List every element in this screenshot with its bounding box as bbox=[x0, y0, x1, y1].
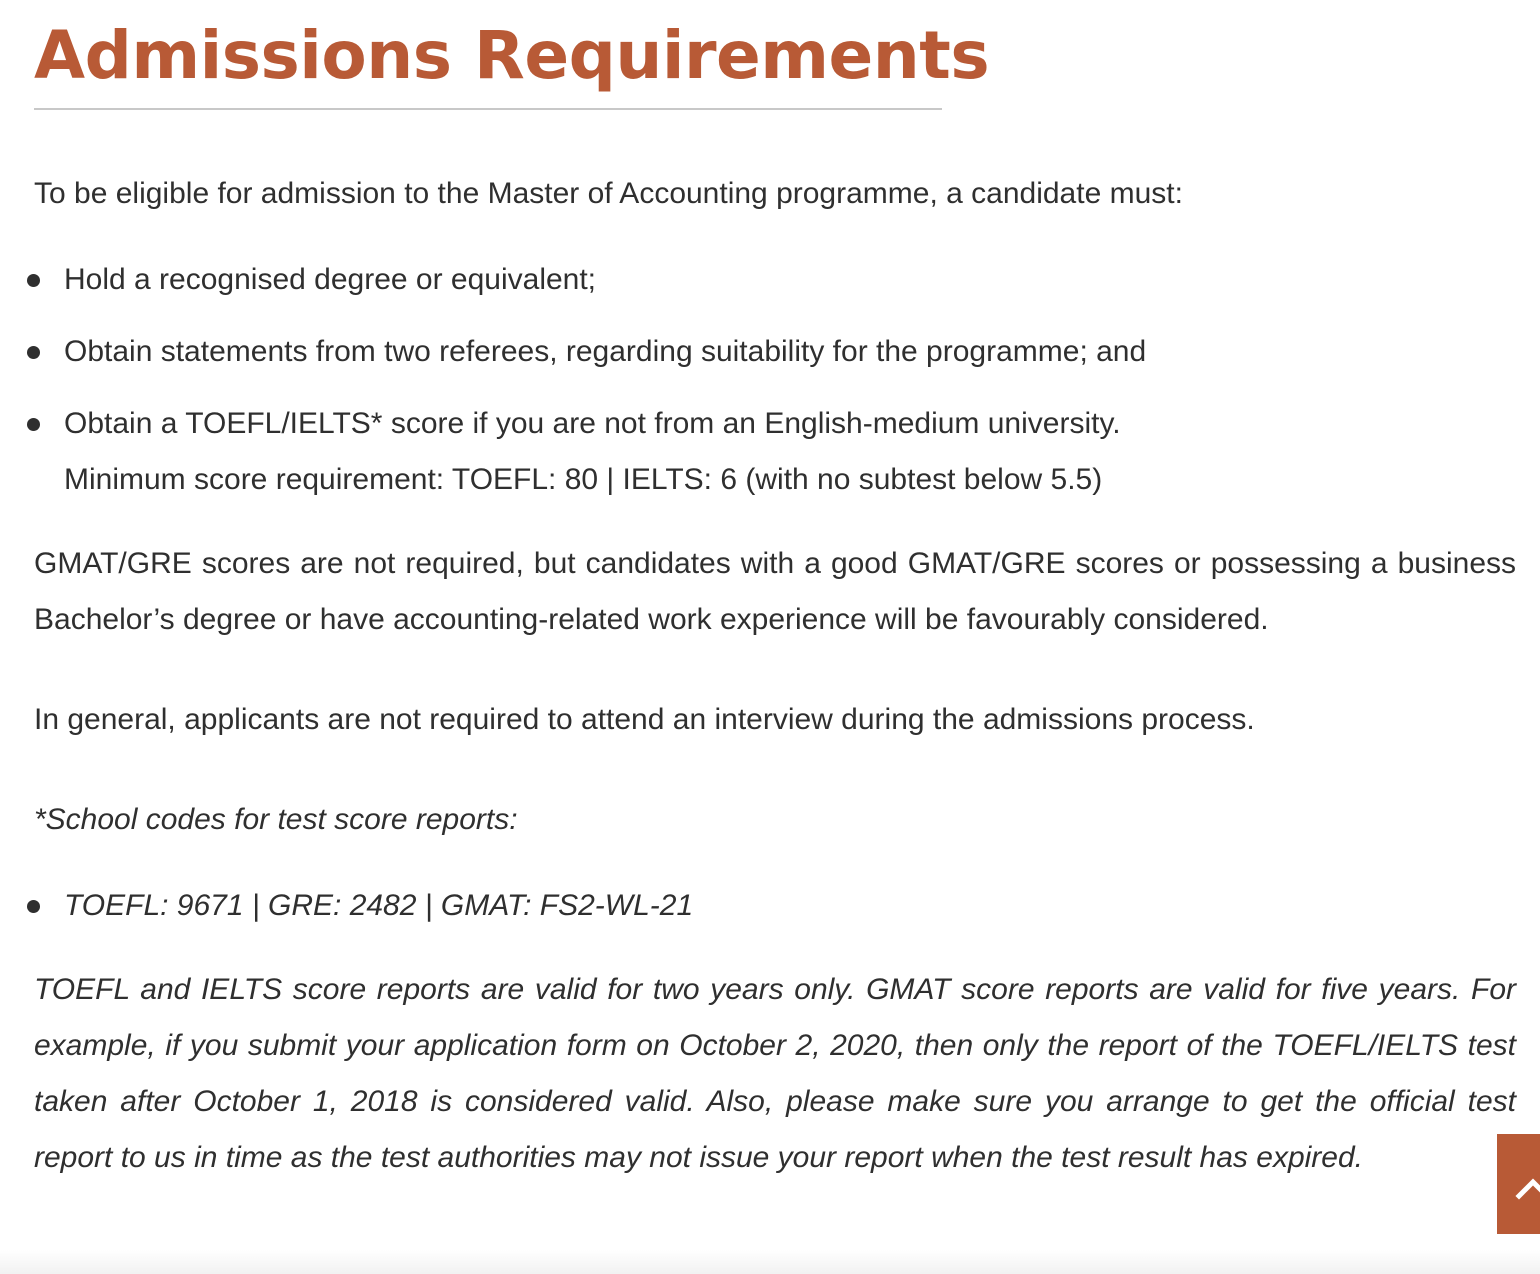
minimum-score-text: Minimum score requirement: TOEFL: 80 | IELTS: 6 (with no subtest below 5.5) bbox=[64, 463, 1103, 496]
bullet-icon bbox=[27, 346, 40, 359]
gmat-note: GMAT/GRE scores are not required, but candidates with a good GMAT/GRE scores or possessing a business Bachelor’s degree or have accounting-related work experience will be favourably considered. bbox=[34, 547, 1516, 636]
intro-text: To be eligible for admission to the Master of Accounting programme, a candidate must: bbox=[34, 177, 1183, 210]
list-item bbox=[34, 324, 1516, 380]
requirements-list bbox=[34, 252, 1516, 508]
bullet-icon bbox=[27, 274, 40, 287]
school-codes-text: TOEFL: 9671 | GRE: 2482 | GMAT: FS2-WL-21 bbox=[64, 889, 694, 922]
requirement-text: Obtain a TOEFL/IELTS* score if you are not from an English-medium university. bbox=[64, 407, 1121, 440]
list-item bbox=[34, 252, 1516, 308]
list-item bbox=[34, 878, 1516, 934]
bottom-fade bbox=[0, 1250, 1540, 1274]
chevron-up-icon bbox=[1513, 1168, 1540, 1208]
page-title: Admissions Requirements bbox=[34, 17, 990, 94]
requirement-text: Hold a recognised degree or equivalent; bbox=[64, 263, 597, 296]
main-content bbox=[34, 0, 1516, 1186]
bullet-icon bbox=[27, 900, 40, 913]
validity-note: TOEFL and IELTS score reports are valid for two years only. GMAT score reports are valid for five years. For example, if you submit your application form on October 2, 2020, then only the report of the TOEFL/IELTS test taken after October 1, 2018 is considered valid. Also, please make sure you arrange to get the official test report to us in time as the test authorities may not issue your report when the test result has expired. bbox=[34, 973, 1516, 1174]
school-codes-list bbox=[34, 878, 1516, 934]
bullet-icon bbox=[27, 418, 40, 431]
school-codes-heading: *School codes for test score reports: bbox=[34, 803, 518, 836]
list-item bbox=[34, 396, 1516, 508]
requirement-text: Obtain statements from two referees, regarding suitability for the programme; and bbox=[64, 335, 1147, 368]
interview-note: In general, applicants are not required to attend an interview during the admissions process. bbox=[34, 703, 1255, 736]
title-divider bbox=[34, 108, 942, 110]
scroll-to-top-button[interactable] bbox=[1497, 1134, 1540, 1234]
